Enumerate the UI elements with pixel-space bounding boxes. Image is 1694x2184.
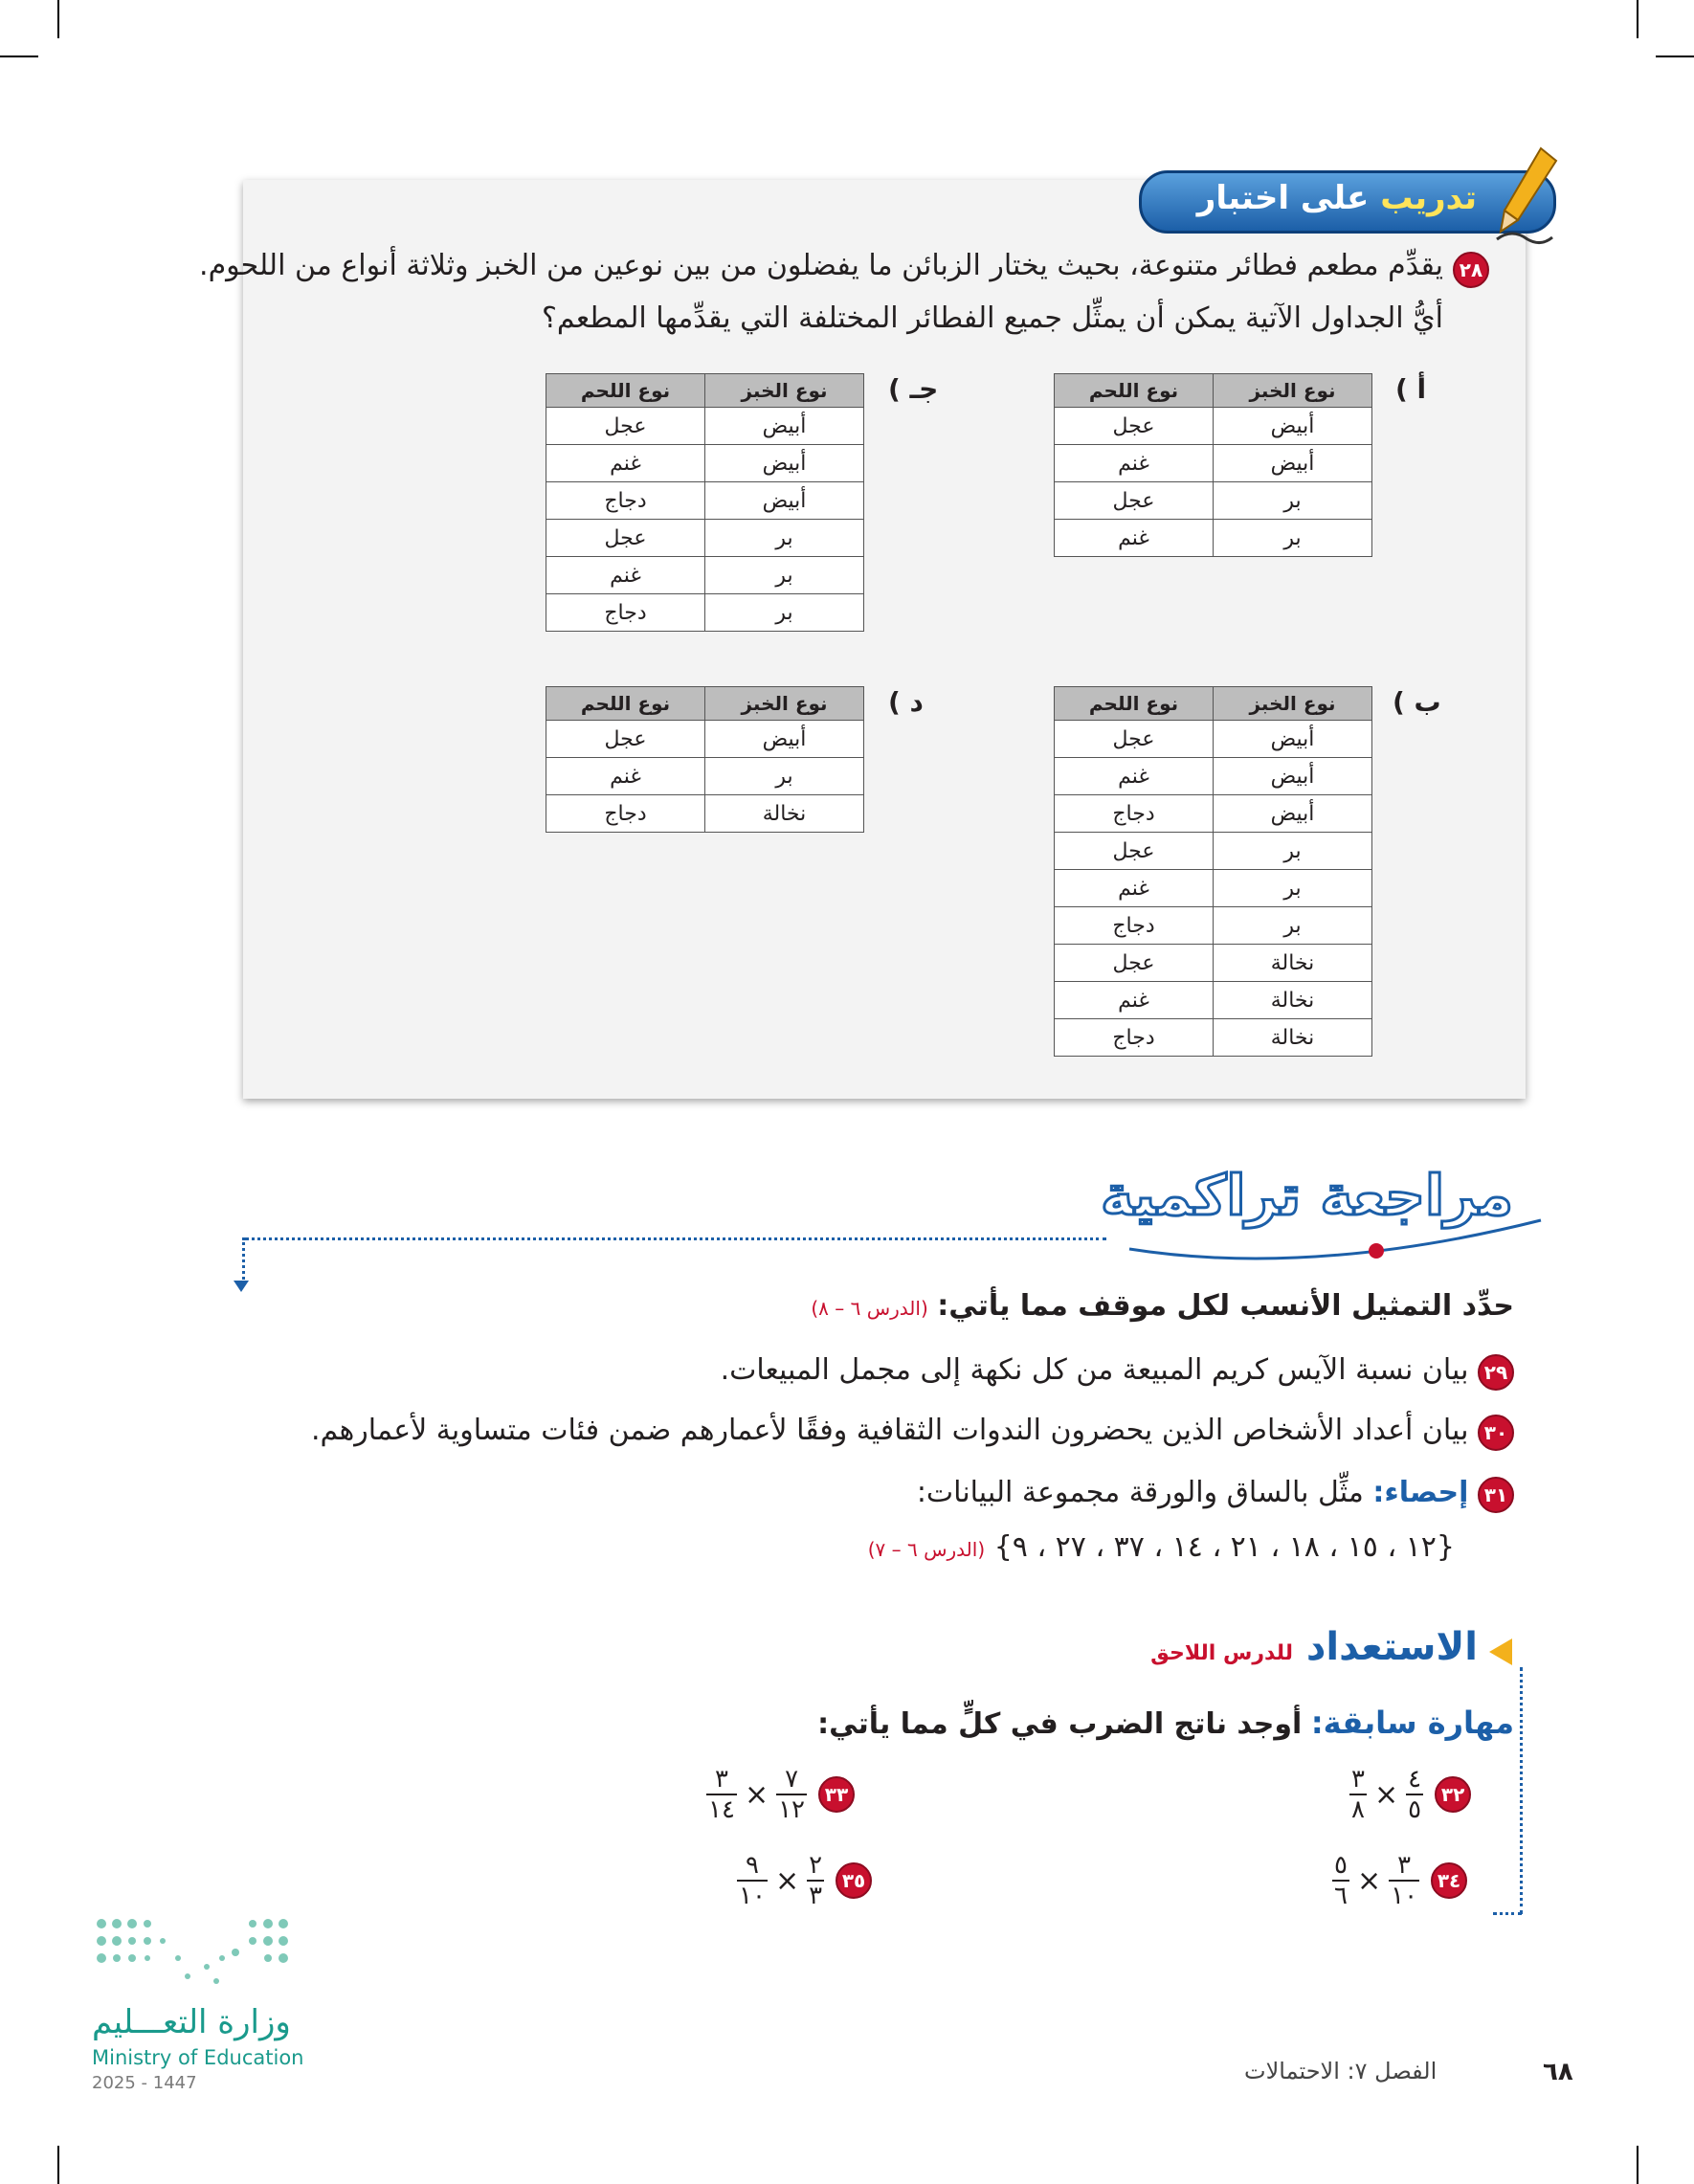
- ministry-name-english: Ministry of Education: [92, 2046, 304, 2069]
- table-row: بر عجل: [1055, 482, 1372, 520]
- table-row: أبيض دجاج: [546, 482, 864, 520]
- question-28-text-line1: يقدِّم مطعم فطائر متنوعة، بحيث يختار الزبائن ما يفضلون من بين نوعين من الخبز وثلاثة أنواع من اللحوم.: [199, 249, 1443, 282]
- fraction: $\frac{٩}{١٠}$: [739, 1851, 766, 1910]
- option-a-table: [1054, 373, 1372, 557]
- table-row: أبيض دجاج: [1055, 795, 1372, 833]
- header-bread: نوع الخبز: [1214, 374, 1372, 408]
- page-number: ٦٨: [1543, 2058, 1573, 2086]
- table-row: أبيض عجل: [1055, 721, 1372, 758]
- crop-mark: [0, 56, 38, 57]
- table-row: بر غنم: [1055, 870, 1372, 907]
- header-bread: نوع الخبز: [1214, 687, 1372, 721]
- question-text: بيان أعداد الأشخاص الذين يحضرون الندوات الثقافية وفقًا لأعمارهم ضمن فئات متساوية لأعمارهم.: [310, 1414, 1469, 1447]
- crop-mark: [1637, 0, 1638, 38]
- table-row: أبيض عجل: [546, 408, 864, 445]
- table-row: بر غنم: [1055, 520, 1372, 557]
- question-number: ٣٠: [1478, 1415, 1514, 1451]
- data-set: {١٢ ، ١٥ ، ١٨ ، ٢١ ، ١٤ ، ٣٧ ، ٢٧ ، ٩}: [993, 1530, 1455, 1564]
- crop-mark: [1637, 2146, 1638, 2184]
- table-row: نخالة عجل: [1055, 945, 1372, 982]
- option-c-table: [546, 373, 864, 632]
- lesson-ref: (الدرس ٦ – ٧): [867, 1538, 986, 1561]
- table-row: نخالة دجاج: [1055, 1019, 1372, 1057]
- table-row: بر عجل: [546, 520, 864, 557]
- review-intro-text: حدِّد التمثيل الأنسب لكل موقف مما يأتي:: [937, 1289, 1514, 1323]
- crop-mark: [57, 0, 59, 38]
- table-row: أبيض غنم: [1055, 758, 1372, 795]
- header-meat: نوع اللحم: [546, 687, 705, 721]
- table-row: بر دجاج: [1055, 907, 1372, 945]
- times-symbol: ×: [774, 1863, 800, 1898]
- option-a-label[interactable]: أ ): [1395, 373, 1427, 405]
- question-31: [917, 1474, 1514, 1513]
- question-30: [311, 1412, 1514, 1451]
- crop-mark: [1656, 56, 1694, 57]
- table-row: بر عجل: [1055, 833, 1372, 870]
- pencil-icon: [1493, 144, 1560, 249]
- fraction: $\frac{٢}{٣}$: [809, 1851, 823, 1910]
- option-b-table: [1054, 686, 1372, 1057]
- question-number: ٣٤: [1431, 1862, 1467, 1899]
- ministry-name-arabic: وزارة التعـــليم: [92, 2003, 291, 2041]
- prep-title: [1150, 1625, 1478, 1669]
- question-label: إحصاء:: [1372, 1476, 1469, 1509]
- question-number: ٣٣: [818, 1776, 855, 1813]
- review-divider: [242, 1237, 245, 1285]
- ministry-year: 2025 - 1447: [92, 2073, 197, 2093]
- prep-skill: [817, 1704, 1514, 1744]
- header-bread: نوع الخبز: [705, 374, 864, 408]
- header-meat: نوع اللحم: [546, 374, 705, 408]
- review-intro: [811, 1287, 1514, 1327]
- table-row: بر غنم: [546, 758, 864, 795]
- option-b-label[interactable]: ب ): [1393, 686, 1441, 718]
- question-number: ٣٥: [836, 1862, 872, 1899]
- fraction: $\frac{٣}{٨}$: [1351, 1765, 1365, 1824]
- exercise-34: [1332, 1851, 1467, 1910]
- training-title-rest: على اختبار: [1196, 179, 1370, 217]
- exercise-35: [737, 1851, 872, 1910]
- table-row: أبيض عجل: [1055, 408, 1372, 445]
- review-title: مراجعة تراكمية: [1101, 1163, 1513, 1228]
- chapter-footer: الفصل ٧: الاحتمالات: [1244, 2058, 1438, 2084]
- exercise-32: [1349, 1765, 1471, 1824]
- fraction: $\frac{٥}{٦}$: [1334, 1851, 1348, 1910]
- skill-label: مهارة سابقة:: [1310, 1705, 1514, 1741]
- lesson-ref: (الدرس ٦ – ٨): [811, 1297, 928, 1320]
- header-meat: نوع اللحم: [1055, 687, 1214, 721]
- question-29: [721, 1351, 1514, 1391]
- prep-title-main: الاستعداد: [1305, 1625, 1478, 1669]
- training-title-main: تدريب: [1380, 179, 1477, 217]
- question-text: بيان نسبة الآيس كريم المبيعة من كل نكهة إلى مجمل المبيعات.: [720, 1353, 1469, 1387]
- header-bread: نوع الخبز: [705, 687, 864, 721]
- exercise-33: [706, 1765, 855, 1824]
- times-symbol: ×: [1373, 1777, 1399, 1812]
- option-c-label[interactable]: جـ ): [888, 373, 939, 405]
- header-meat: نوع اللحم: [1055, 374, 1214, 408]
- arrow-down-icon: [234, 1281, 249, 1292]
- table-row: نخالة غنم: [1055, 982, 1372, 1019]
- fraction: $\frac{٣}{١٤}$: [708, 1765, 735, 1824]
- question-28-number: ٢٨: [1453, 252, 1489, 288]
- question-31-data: [868, 1528, 1455, 1569]
- table-row: أبيض غنم: [1055, 445, 1372, 482]
- option-d-table: [546, 686, 864, 833]
- table-row: بر دجاج: [546, 594, 864, 632]
- prep-divider: [1520, 1667, 1523, 1914]
- prep-subtitle: للدرس اللاحق: [1150, 1641, 1293, 1665]
- fraction: $\frac{٧}{١٢}$: [778, 1765, 806, 1824]
- table-row: أبيض عجل: [546, 721, 864, 758]
- question-text: مثِّل بالساق والورقة مجموعة البيانات:: [916, 1476, 1364, 1509]
- table-row: بر غنم: [546, 557, 864, 594]
- review-divider: [245, 1237, 1106, 1240]
- fraction: $\frac{٤}{٥}$: [1408, 1765, 1422, 1824]
- table-row: نخالة دجاج: [546, 795, 864, 833]
- training-title: [1197, 179, 1477, 217]
- triangle-icon: [1489, 1638, 1512, 1665]
- times-symbol: ×: [744, 1777, 769, 1812]
- question-number: ٣٢: [1435, 1776, 1471, 1813]
- ministry-logo-icon: [92, 1914, 302, 1991]
- option-d-label[interactable]: د ): [888, 686, 924, 718]
- skill-text: أوجد ناتج الضرب في كلٍّ مما يأتي:: [817, 1707, 1303, 1741]
- table-row: أبيض غنم: [546, 445, 864, 482]
- crop-mark: [57, 2146, 59, 2184]
- question-number: ٣١: [1478, 1477, 1514, 1513]
- question-28-text-line2: أيُّ الجداول الآتية يمكن أن يمثِّل جميع الفطائر المختلفة التي يقدِّمها المطعم؟: [541, 301, 1443, 335]
- times-symbol: ×: [1356, 1863, 1382, 1898]
- fraction: $\frac{٣}{١٠}$: [1391, 1851, 1418, 1910]
- prep-divider: [1493, 1912, 1522, 1915]
- question-number: ٢٩: [1478, 1354, 1514, 1391]
